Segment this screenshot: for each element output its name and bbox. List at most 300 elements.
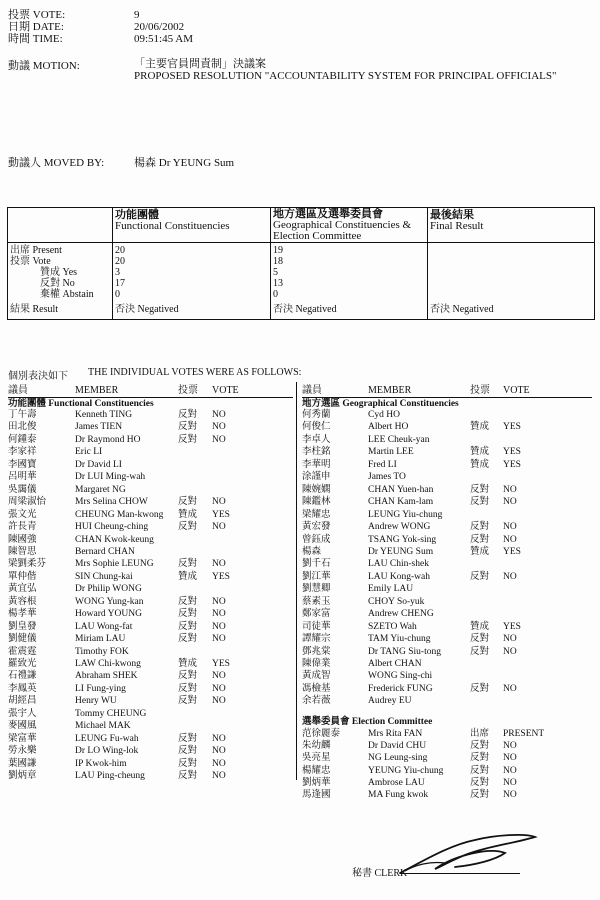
fc-no: 17 (115, 278, 125, 289)
vote-zh: 反對 (178, 671, 198, 682)
vote-en: NO (503, 484, 517, 495)
row-yes-label: 贊成 Yes (40, 267, 78, 278)
vote-en: NO (212, 522, 226, 533)
vote-zh: 反對 (178, 746, 198, 757)
member-name-zh: 劉炳華 (302, 777, 331, 788)
member-row (8, 621, 298, 633)
vote-zh: 反對 (470, 484, 490, 495)
clerk-label: 秘書 CLERK (352, 868, 408, 879)
vote-number-value: 9 (134, 9, 140, 21)
member-name-zh: 李卓人 (302, 434, 331, 445)
motion-title-english: PROPOSED RESOLUTION "ACCOUNTABILITY SYSTEM FOR PRINCIPAL OFFICIALS" (134, 70, 557, 82)
member-row (302, 596, 592, 608)
vote-en: NO (503, 522, 517, 533)
member-row (302, 471, 592, 483)
member-row (8, 770, 298, 782)
vote-en: NO (212, 696, 226, 707)
member-row (8, 745, 298, 757)
vote-zh: 反對 (178, 621, 198, 632)
vote-zh: 贊成 (470, 546, 490, 557)
mover-value: 楊森 Dr YEUNG Sum (134, 157, 235, 169)
member-row (8, 571, 298, 583)
fc-vote: 20 (115, 256, 125, 267)
member-name-en: TAM Yiu-chung (368, 634, 431, 645)
member-row (8, 546, 298, 558)
vote-zh: 反對 (178, 422, 198, 433)
vote-zh: 贊成 (470, 621, 490, 632)
member-name-en: Margaret NG (75, 484, 126, 495)
member-name-zh: 張宇人 (8, 708, 37, 719)
date-value: 20/06/2002 (134, 21, 185, 33)
member-row (8, 658, 298, 670)
vote-en: YES (212, 659, 230, 669)
individual-heading-en: THE INDIVIDUAL VOTES WERE AS FOLLOWS: (88, 367, 302, 378)
member-row (302, 608, 592, 620)
vote-en: NO (212, 683, 226, 694)
member-row (302, 633, 592, 645)
vote-zh: 反對 (470, 790, 490, 800)
row-no-label: 反對 No (40, 278, 75, 289)
member-name-en: CHOY So-yuk (368, 596, 425, 607)
member-row (8, 670, 298, 682)
member-name-zh: 勞永樂 (8, 746, 37, 757)
vote-zh: 贊成 (178, 659, 198, 669)
member-row (302, 695, 592, 707)
member-name-zh: 胡經昌 (8, 696, 37, 707)
fc-present: 20 (115, 245, 125, 256)
vote-zh: 反對 (178, 434, 198, 445)
member-name-en: Mrs Selina CHOW (75, 497, 148, 508)
vote-zh: 反對 (470, 646, 490, 657)
member-name-zh: 吳亮星 (302, 753, 331, 764)
member-row (302, 446, 592, 458)
member-row (8, 695, 298, 707)
member-row (302, 583, 592, 595)
motion-title-chinese: 「主要官員問責制」決議案 (134, 58, 266, 70)
member-row (302, 558, 592, 570)
vote-zh: 反對 (178, 497, 198, 508)
vote-zh: 反對 (470, 571, 490, 582)
vote-en: NO (503, 646, 517, 657)
member-name-en: Bernard CHAN (75, 546, 135, 557)
final-header-en: Final Result (430, 220, 484, 232)
vote-zh: 反對 (178, 410, 198, 420)
election-section-title: 選舉委員會 Election Committee (302, 717, 433, 727)
row-present-label: 出席 Present (10, 245, 62, 256)
member-name-en: NG Leung-sing (368, 753, 428, 764)
member-name-zh: 周梁淑怡 (8, 497, 47, 508)
member-name-en: CHAN Kwok-keung (75, 534, 154, 545)
member-row (8, 558, 298, 570)
member-row (302, 546, 592, 558)
motion-label: 動議 MOTION: (8, 60, 80, 72)
member-row (302, 728, 592, 740)
vote-en: NO (212, 422, 226, 433)
vote-zh: 反對 (178, 522, 198, 533)
vote-en: NO (212, 596, 226, 607)
member-name-zh: 劉江華 (302, 571, 331, 582)
member-name-zh: 黃宏發 (302, 522, 331, 533)
member-name-zh: 陳智思 (8, 546, 37, 557)
member-row (8, 708, 298, 720)
vote-zh: 反對 (470, 683, 490, 694)
left-col-member-en: MEMBER (75, 385, 119, 396)
vote-zh: 反對 (178, 696, 198, 707)
vote-zh: 贊成 (178, 509, 198, 520)
member-row (302, 521, 592, 533)
member-name-zh: 許長青 (8, 522, 37, 533)
vote-en: NO (212, 671, 226, 682)
member-name-zh: 李國寶 (8, 459, 37, 470)
vote-zh: 反對 (178, 758, 198, 769)
vote-zh: 反對 (178, 559, 198, 570)
vote-en: YES (212, 571, 230, 582)
vote-en: PRESENT (503, 729, 545, 739)
member-name-en: Albert HO (368, 422, 409, 433)
vote-en: NO (212, 410, 226, 420)
vote-zh: 反對 (178, 733, 198, 744)
left-col-vote-zh: 投票 (178, 385, 198, 396)
right-col-member-en: MEMBER (368, 385, 412, 396)
member-name-zh: 陳國強 (8, 534, 37, 545)
member-row (8, 409, 298, 421)
vote-zh: 反對 (178, 609, 198, 620)
member-name-en: MA Fung kwok (368, 790, 429, 800)
member-name-zh: 李鳳英 (8, 683, 37, 694)
left-col-member-zh: 議員 (8, 385, 28, 396)
member-row (302, 459, 592, 471)
member-name-en: Ambrose LAU (368, 777, 425, 788)
member-row (8, 720, 298, 732)
member-name-en: YEUNG Yiu-chung (368, 765, 444, 776)
member-name-en: Michael MAK (75, 721, 131, 732)
member-row (8, 733, 298, 745)
vote-en: YES (503, 422, 521, 433)
member-row (8, 758, 298, 770)
vote-en: NO (212, 609, 226, 620)
individual-heading-zh: 個別表決如下 (8, 371, 68, 382)
member-name-en: LEE Cheuk-yan (368, 434, 430, 445)
member-row (302, 777, 592, 789)
member-row (8, 608, 298, 620)
member-name-zh: 梁耀忠 (302, 509, 331, 520)
vote-zh: 反對 (470, 534, 490, 545)
gc-header-en2: Election Committee (273, 230, 362, 242)
vote-number-label: 投票 VOTE: (8, 9, 66, 21)
row-result-label: 結果 Result (10, 304, 59, 315)
member-name-en: LEUNG Yiu-chung (368, 509, 443, 520)
member-name-zh: 鄧兆棠 (302, 646, 331, 657)
member-name-zh: 田北俊 (8, 422, 37, 433)
vote-en: NO (503, 765, 517, 776)
member-name-en: Fred LI (368, 459, 397, 470)
member-name-zh: 何秀蘭 (302, 410, 331, 420)
member-name-zh: 黃容根 (8, 596, 37, 607)
final-header-zh: 最後結果 (430, 209, 474, 221)
member-row (8, 484, 298, 496)
member-name-en: Martin LEE (368, 447, 414, 458)
member-name-zh: 范徐麗泰 (302, 729, 341, 739)
gc-header-zh: 地方選區及選舉委員會 (273, 208, 383, 220)
member-name-zh: 楊孝華 (8, 609, 37, 620)
member-name-en: CHEUNG Man-kwong (75, 509, 164, 520)
member-name-en: Howard YOUNG (75, 609, 142, 620)
member-row (302, 658, 592, 670)
member-name-en: SZETO Wah (368, 621, 417, 632)
vote-zh: 反對 (178, 771, 198, 782)
member-name-en: James TIEN (75, 422, 123, 433)
member-name-zh: 楊耀忠 (302, 765, 331, 776)
member-name-en: Abraham SHEK (75, 671, 138, 682)
member-name-zh: 吳靄儀 (8, 484, 37, 495)
gc-header-en1: Geographical Constituencies & (273, 219, 412, 231)
member-row (8, 496, 298, 508)
time-value: 09:51:45 AM (134, 33, 193, 45)
member-row (302, 509, 592, 521)
member-row (302, 484, 592, 496)
member-name-en: WONG Yung-kan (75, 596, 144, 607)
vote-en: NO (212, 434, 226, 445)
gc-result: 否決 Negatived (273, 304, 337, 315)
member-row (302, 789, 592, 801)
member-name-zh: 單仲偕 (8, 571, 37, 582)
member-name-en: Henry WU (75, 696, 117, 707)
member-name-en: Andrew CHENG (368, 609, 434, 620)
fc-abstain: 0 (115, 289, 120, 300)
member-name-zh: 羅致光 (8, 659, 37, 669)
member-name-zh: 陳鑑林 (302, 497, 331, 508)
left-section-title: 功能團體 Functional Constituencies (8, 399, 154, 409)
member-row (8, 683, 298, 695)
member-name-en: Mrs Sophie LEUNG (75, 559, 154, 570)
member-name-en: Dr Raymond HO (75, 434, 141, 445)
member-row (302, 740, 592, 752)
vote-en: NO (212, 621, 226, 632)
member-name-zh: 麥國風 (8, 721, 37, 732)
right-col-member-zh: 議員 (302, 385, 322, 396)
member-name-zh: 余若薇 (302, 696, 331, 707)
member-name-zh: 劉慧卿 (302, 584, 331, 595)
member-name-en: LAW Chi-kwong (75, 659, 141, 669)
member-row (8, 421, 298, 433)
member-name-zh: 曾鈺成 (302, 534, 331, 545)
member-name-en: Timothy FOK (75, 646, 129, 657)
member-name-zh: 梁富華 (8, 733, 37, 744)
vote-zh: 反對 (178, 683, 198, 694)
vote-zh: 贊成 (470, 459, 490, 470)
member-name-en: James TO (368, 472, 406, 483)
member-row (302, 752, 592, 764)
vote-en: NO (212, 634, 226, 645)
member-name-zh: 張文光 (8, 509, 37, 520)
mover-label: 動議人 MOVED BY: (8, 157, 105, 169)
member-name-zh: 譚耀宗 (302, 634, 331, 645)
member-name-zh: 司徒華 (302, 621, 331, 632)
fc-header-en: Functional Constituencies (115, 220, 230, 232)
vote-zh: 反對 (178, 634, 198, 645)
member-row (8, 471, 298, 483)
member-name-en: LI Fung-ying (75, 683, 126, 694)
result-summary-table (7, 207, 595, 320)
vote-zh: 贊成 (470, 447, 490, 458)
vote-zh: 反對 (470, 497, 490, 508)
member-name-en: Dr TANG Siu-tong (368, 646, 441, 657)
gc-yes: 5 (273, 267, 278, 278)
member-row (8, 633, 298, 645)
vote-en: YES (212, 509, 230, 520)
member-name-zh: 葉國謙 (8, 758, 37, 769)
member-name-en: Dr LUI Ming-wah (75, 472, 146, 483)
member-name-en: Kenneth TING (75, 410, 133, 420)
member-name-en: Dr LO Wing-lok (75, 746, 139, 757)
vote-en: NO (503, 790, 517, 800)
member-name-en: SIN Chung-kai (75, 571, 133, 582)
member-name-zh: 黃宜弘 (8, 584, 37, 595)
member-name-en: Emily LAU (368, 584, 414, 595)
member-name-en: Tommy CHEUNG (75, 708, 147, 719)
member-name-en: Dr David CHU (368, 741, 427, 752)
vote-en: NO (212, 758, 226, 769)
member-row (8, 446, 298, 458)
vote-en: YES (503, 546, 521, 557)
member-row (302, 434, 592, 446)
member-name-zh: 蔡素玉 (302, 596, 331, 607)
member-row (302, 646, 592, 658)
member-row (8, 521, 298, 533)
member-name-zh: 朱幼麟 (302, 741, 331, 752)
member-name-zh: 黃成智 (302, 671, 331, 682)
member-name-zh: 李華明 (302, 459, 331, 470)
member-name-en: Dr YEUNG Sum (368, 546, 434, 557)
date-label: 日期 DATE: (8, 21, 64, 33)
member-name-zh: 梁劉柔芬 (8, 559, 47, 570)
member-row (302, 765, 592, 777)
vote-en: NO (212, 771, 226, 782)
member-name-zh: 霍震霆 (8, 646, 37, 657)
vote-en: NO (503, 497, 517, 508)
vote-en: NO (503, 741, 517, 752)
row-vote-label: 投票 Vote (10, 256, 51, 267)
member-row (302, 571, 592, 583)
member-name-zh: 馬逢國 (302, 790, 331, 800)
member-name-zh: 呂明華 (8, 472, 37, 483)
member-name-en: LEUNG Fu-wah (75, 733, 139, 744)
clerk-signature (395, 825, 545, 880)
vote-zh: 反對 (470, 753, 490, 764)
vote-zh: 反對 (178, 596, 198, 607)
member-row (8, 583, 298, 595)
gc-no: 13 (273, 278, 283, 289)
member-name-en: Frederick FUNG (368, 683, 433, 694)
vote-zh: 反對 (470, 777, 490, 788)
vote-zh: 反對 (470, 522, 490, 533)
member-name-zh: 涂謹申 (302, 472, 331, 483)
member-name-zh: 劉千石 (302, 559, 331, 570)
member-name-zh: 李家祥 (8, 447, 37, 458)
gc-present: 19 (273, 245, 283, 256)
member-row (302, 670, 592, 682)
member-name-en: WONG Sing-chi (368, 671, 433, 682)
member-name-zh: 石禮謙 (8, 671, 37, 682)
member-row (302, 683, 592, 695)
member-name-en: Cyd HO (368, 410, 400, 420)
member-name-en: CHAN Yuen-han (368, 484, 434, 495)
vote-en: NO (503, 753, 517, 764)
member-name-en: Eric LI (75, 447, 103, 458)
member-name-zh: 何鍾泰 (8, 434, 37, 445)
right-col-vote-en: VOTE (503, 385, 530, 396)
vote-en: YES (503, 447, 521, 458)
member-name-en: Dr David LI (75, 459, 122, 470)
member-name-en: Mrs Rita FAN (368, 729, 423, 739)
member-name-zh: 陳偉業 (302, 659, 331, 669)
vote-en: NO (212, 559, 226, 570)
member-name-zh: 劉皇發 (8, 621, 37, 632)
member-name-en: Audrey EU (368, 696, 412, 707)
member-name-en: LAU Ping-cheung (75, 771, 145, 782)
member-name-en: Miriam LAU (75, 634, 126, 645)
vote-en: NO (212, 497, 226, 508)
fc-header-zh: 功能團體 (115, 209, 159, 221)
right-section-title: 地方選區 Geographical Constituencies (302, 399, 459, 409)
vote-zh: 贊成 (470, 422, 490, 433)
member-row (8, 646, 298, 658)
left-col-vote-en: VOTE (212, 385, 239, 396)
vote-en: YES (503, 459, 521, 470)
vote-en: NO (212, 746, 226, 757)
member-name-en: LAU Chin-shek (368, 559, 429, 570)
vote-zh: 反對 (470, 741, 490, 752)
member-name-zh: 楊森 (302, 546, 322, 557)
fc-result: 否決 Negatived (115, 304, 179, 315)
vote-zh: 反對 (470, 634, 490, 645)
right-col-vote-zh: 投票 (470, 385, 490, 396)
member-row (302, 621, 592, 633)
vote-en: NO (503, 571, 517, 582)
vote-zh: 出席 (470, 729, 490, 739)
member-row (302, 421, 592, 433)
vote-zh: 贊成 (178, 571, 198, 582)
member-name-en: TSANG Yok-sing (368, 534, 437, 545)
gc-abstain: 0 (273, 289, 278, 300)
member-name-en: LAU Kong-wah (368, 571, 431, 582)
vote-en: NO (503, 683, 517, 694)
member-name-en: Dr Philip WONG (75, 584, 142, 595)
vote-zh: 反對 (470, 765, 490, 776)
member-name-zh: 陳婉嫻 (302, 484, 331, 495)
member-name-zh: 鄭家富 (302, 609, 331, 620)
member-row (302, 534, 592, 546)
fc-yes: 3 (115, 267, 120, 278)
member-row (8, 434, 298, 446)
member-row (8, 459, 298, 471)
member-row (8, 596, 298, 608)
vote-en: NO (503, 634, 517, 645)
member-row (8, 509, 298, 521)
member-name-en: IP Kwok-him (75, 758, 127, 769)
member-name-zh: 何俊仁 (302, 422, 331, 433)
member-name-zh: 馮檢基 (302, 683, 331, 694)
member-row (8, 534, 298, 546)
member-row (302, 496, 592, 508)
member-name-en: Andrew WONG (368, 522, 431, 533)
vote-en: NO (212, 733, 226, 744)
time-label: 時間 TIME: (8, 33, 63, 45)
member-name-zh: 李柱銘 (302, 447, 331, 458)
member-name-en: LAU Wong-fat (75, 621, 133, 632)
member-name-zh: 劉炳章 (8, 771, 37, 782)
row-abstain-label: 棄權 Abstain (40, 289, 94, 300)
